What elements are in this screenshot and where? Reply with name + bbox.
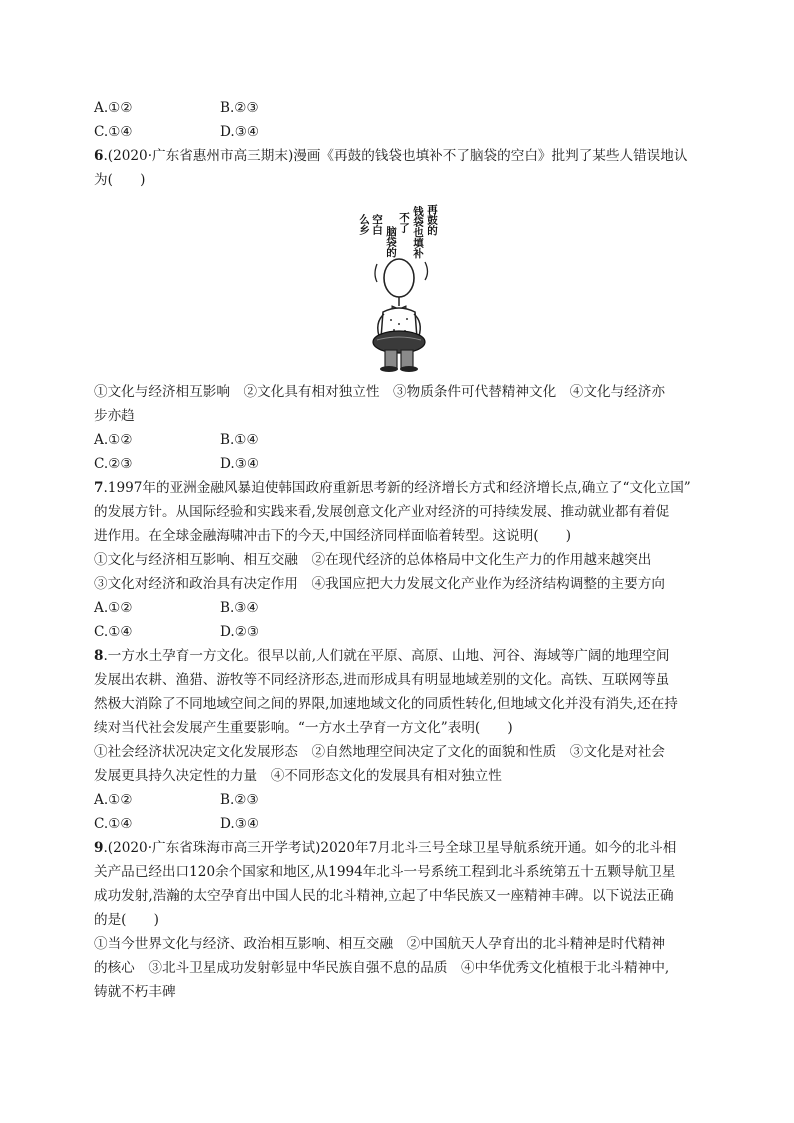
q5-options-row-2 <box>94 120 714 144</box>
cartoon-text-col-4: 脑袋的 <box>385 226 397 258</box>
q8-options-row-2 <box>94 812 714 836</box>
q8-option-c: C.①④ <box>94 816 133 832</box>
q6-option-a: A.①② <box>94 432 133 448</box>
q8-stem-line-2: 发展出农耕、渔猎、游牧等不同经济形态,进而形成具有明显地域差别的文化。高铁、互联网等虽 <box>94 672 670 688</box>
q9-number: 9 <box>94 840 104 856</box>
cartoon-figure-icon <box>347 200 447 372</box>
question-9 <box>94 836 714 1004</box>
q6-option-b: B.①④ <box>220 432 259 448</box>
cartoon-text-col-5: 空白 <box>371 214 383 235</box>
q6-statement-line-1: ①文化与经济相互影响 ②文化具有相对独立性 ③物质条件可代替精神文化 ④文化与经济亦 <box>94 384 665 400</box>
q8-stem-line-3: 然极大消除了不同地域空间之间的界限,加速地域文化的同质性转化,但地域文化并没有消失,还在持 <box>94 696 678 712</box>
q7-stem-line-1: 7.1997年的亚洲金融风暴迫使韩国政府重新思考新的经济增长方式和经济增长点,确立了“文化立国” <box>94 480 691 496</box>
q8-number: 8 <box>94 648 104 664</box>
cartoon-text-col-6: 么乡 <box>358 214 370 235</box>
q8-statement-line-1: ①社会经济状况决定文化发展形态 ②自然地理空间决定了文化的面貌和性质 ③文化是对社会 <box>94 744 665 760</box>
q9-statement-line-3: 铸就不朽丰碑 <box>94 984 176 1000</box>
cartoon-text-col-1: 再鼓的 <box>426 204 438 236</box>
q6-cartoon <box>347 200 447 372</box>
q5-option-d: D.③④ <box>220 124 260 140</box>
q9-stem-line-3: 成功发射,浩瀚的太空孕育出中国人民的北斗精神,立起了中华民族又一座精神丰碑。以下说法正确 <box>94 888 674 904</box>
q7-option-b: B.③④ <box>220 600 259 616</box>
q9-statement-line-2: 的核心 ③北斗卫星成功发射彰显中华民族自强不息的品质 ④中华优秀文化植根于北斗精神中, <box>94 960 670 976</box>
q8-statement-line-2: 发展更具持久决定性的力量 ④不同形态文化的发展具有相对独立性 <box>94 768 502 784</box>
q6-option-d: D.③④ <box>220 456 260 472</box>
q6-option-c: C.②③ <box>94 456 133 472</box>
q7-number: 7 <box>94 480 104 496</box>
q9-stem-line-1: 9.(2020·广东省珠海市高三开学考试)2020年7月北斗三号全球卫星导航系统开通。如今的北斗相 <box>94 840 677 856</box>
q7-statement-line-1: ①文化与经济相互影响、相互交融 ②在现代经济的总体格局中文化生产力的作用越来越突出 <box>94 552 652 568</box>
question-8 <box>94 644 714 836</box>
q7-options-row-1 <box>94 596 714 620</box>
question-7 <box>94 476 714 644</box>
q5-options-row-1 <box>94 96 714 120</box>
q8-stem-line-1: 8.一方水土孕育一方文化。很早以前,人们就在平原、高原、山地、河谷、海域等广阔的地理空间 <box>94 648 670 664</box>
q6-statement-line-2: 步亦趋 <box>94 408 135 424</box>
q9-stem-line-4: 的是( ) <box>94 912 159 928</box>
q7-stem-line-3: 进作用。在全球金融海啸冲击下的今天,中国经济同样面临着转型。这说明( ) <box>94 528 572 544</box>
q7-option-d: D.②③ <box>220 624 260 640</box>
q8-option-a: A.①② <box>94 792 133 808</box>
q7-statement-line-2: ③文化对经济和政治具有决定作用 ④我国应把大力发展文化产业作为经济结构调整的主要方向 <box>94 576 665 592</box>
q8-option-b: B.②③ <box>220 792 259 808</box>
q8-stem-line-4: 续对当代社会发展产生重要影响。“一方水土孕育一方文化”表明( ) <box>94 720 513 736</box>
q5-option-b: B.②③ <box>220 100 259 116</box>
q9-statement-line-1: ①当今世界文化与经济、政治相互影响、相互交融 ②中国航天人孕育出的北斗精神是时代精神 <box>94 936 665 952</box>
q7-stem-line-2: 的发展方针。从国际经验和实践来看,发展创意文化产业对经济的可持续发展、推动就业都有着促 <box>94 504 670 520</box>
q7-options-row-2 <box>94 620 714 644</box>
q6-options-row-2 <box>94 452 714 476</box>
q7-option-c: C.①④ <box>94 624 133 640</box>
q8-option-d: D.③④ <box>220 816 260 832</box>
q6-options-row-1 <box>94 428 714 452</box>
q9-stem-line-2: 关产品已经出口120余个国家和地区,从1994年北斗一号系统工程到北斗系统第五十五颗导航卫星 <box>94 864 676 880</box>
cartoon-text-col-2: 钱袋也填补 <box>412 206 424 259</box>
q8-options-row-1 <box>94 788 714 812</box>
q6-stem-line-1: 6.(2020·广东省惠州市高三期末)漫画《再鼓的钱袋也填补不了脑袋的空白》批判了某些人错误地认 <box>94 148 688 164</box>
q7-option-a: A.①② <box>94 600 133 616</box>
cartoon-text-col-3: 不了 <box>398 212 410 233</box>
question-6 <box>94 144 714 476</box>
exam-page <box>94 96 714 1004</box>
q6-stem-line-2: 为( ) <box>94 172 146 188</box>
q5-option-c: C.①④ <box>94 124 133 140</box>
q5-option-a: A.①② <box>94 100 133 116</box>
q6-number: 6 <box>94 148 104 164</box>
